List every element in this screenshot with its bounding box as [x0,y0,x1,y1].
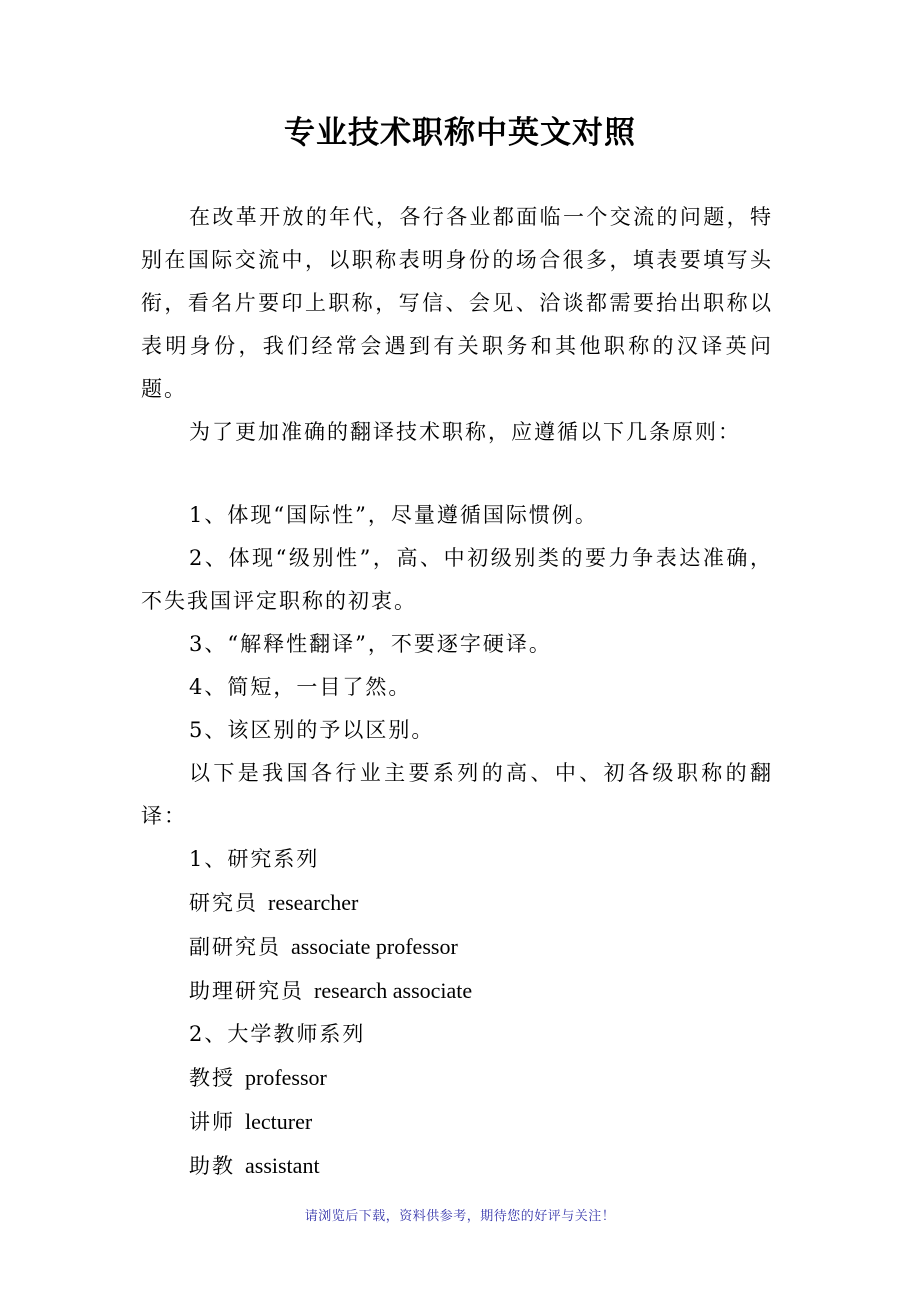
title-en: researcher [268,890,359,915]
principle-item: 1、体现“国际性”，尽量遵循国际惯例。 [189,503,598,527]
title-row [141,1144,773,1188]
title-cn: 讲师 [189,1110,235,1134]
title-cn: 副研究员 [189,935,281,959]
principle-item: 5、该区别的予以区别。 [189,718,435,742]
title-row [141,969,773,1013]
title-en: professor [245,1065,327,1090]
section-heading: 2、大学教师系列 [189,1022,366,1046]
title-row [141,1056,773,1100]
title-en: lecturer [245,1109,313,1134]
title-cn: 助教 [189,1154,235,1178]
title-en: associate professor [291,934,458,959]
list-intro: 以下是我国各行业主要系列的高、中、初各级职称的翻译： [141,761,773,828]
page-title: 专业技术职称中英文对照 [284,115,636,151]
intro-paragraph: 在改革开放的年代，各行各业都面临一个交流的问题，特别在国际交流中，以职称表明身份的场合很多，填表要填写头衔，看名片要印上职称，写信、会见、洽谈都需要抬出职称以表明身份，我们经常会遇到有关职务和其他职称的汉译英问题。 [141,205,773,401]
title-row [141,925,773,969]
title-en: assistant [245,1153,320,1178]
title-row [141,881,773,925]
paragraph-gap [141,454,773,494]
document-body [141,196,773,1188]
principle-item: 2、体现“级别性”，高、中初级别类的要力争表达准确，不失我国评定职称的初衷。 [141,546,773,613]
title-cn: 教授 [189,1066,235,1090]
section-heading: 1、研究系列 [189,847,320,871]
title-en: research associate [314,978,473,1003]
page-footer: 请浏览后下载，资料供参考，期待您的好评与关注！ [304,1209,616,1224]
principle-item: 4、简短，一目了然。 [189,675,412,699]
principle-item: 3、“解释性翻译”，不要逐字硬译。 [189,632,552,656]
title-row [141,1100,773,1144]
title-cn: 助理研究员 [189,979,304,1003]
title-cn: 研究员 [189,891,258,915]
principles-intro: 为了更加准确的翻译技术职称，应遵循以下几条原则： [189,420,741,444]
